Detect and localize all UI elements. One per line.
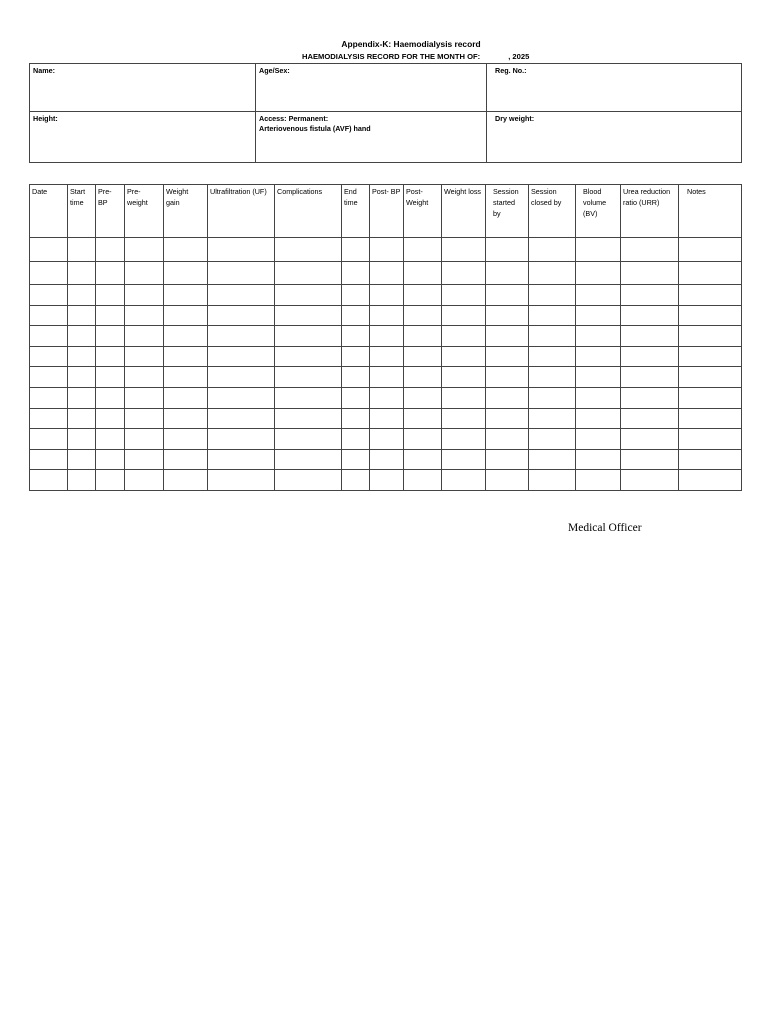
- table-cell[interactable]: [275, 305, 342, 326]
- table-cell[interactable]: [486, 470, 529, 491]
- table-cell[interactable]: [342, 449, 370, 470]
- table-cell[interactable]: [621, 387, 679, 408]
- table-cell[interactable]: [529, 367, 576, 388]
- table-cell[interactable]: [679, 449, 742, 470]
- col-end-time-header: End time: [342, 185, 370, 238]
- table-cell[interactable]: [442, 326, 486, 347]
- table-cell[interactable]: [486, 238, 529, 262]
- col-complications-header: Complications: [275, 185, 342, 238]
- col-post-bp-header: Post- BP: [370, 185, 404, 238]
- col-ultrafiltration-header: Ultrafiltration (UF): [208, 185, 275, 238]
- table-cell[interactable]: [30, 238, 68, 262]
- access-cell[interactable]: [256, 112, 487, 163]
- table-cell[interactable]: [621, 408, 679, 429]
- table-cell[interactable]: [125, 261, 164, 285]
- table-cell[interactable]: [679, 470, 742, 491]
- table-cell[interactable]: [208, 285, 275, 306]
- table-cell[interactable]: [125, 305, 164, 326]
- table-cell[interactable]: [68, 326, 96, 347]
- table-cell[interactable]: [342, 326, 370, 347]
- table-cell[interactable]: [486, 449, 529, 470]
- table-cell[interactable]: [486, 285, 529, 306]
- table-cell[interactable]: [68, 238, 96, 262]
- table-cell[interactable]: [208, 367, 275, 388]
- table-cell[interactable]: [208, 238, 275, 262]
- height-cell[interactable]: [30, 112, 256, 163]
- table-cell[interactable]: [370, 470, 404, 491]
- table-cell[interactable]: [30, 449, 68, 470]
- table-cell[interactable]: [275, 429, 342, 450]
- table-cell[interactable]: [164, 326, 208, 347]
- col-start-time-header: Start time: [68, 185, 96, 238]
- table-cell[interactable]: [621, 470, 679, 491]
- table-cell[interactable]: [404, 326, 442, 347]
- table-cell[interactable]: [96, 261, 125, 285]
- table-row: [30, 367, 742, 388]
- table-cell[interactable]: [275, 449, 342, 470]
- table-row: [30, 429, 742, 450]
- table-cell[interactable]: [404, 367, 442, 388]
- table-cell[interactable]: [96, 408, 125, 429]
- table-cell[interactable]: [679, 408, 742, 429]
- table-cell[interactable]: [164, 387, 208, 408]
- table-cell[interactable]: [208, 449, 275, 470]
- table-cell[interactable]: [164, 346, 208, 367]
- table-cell[interactable]: [370, 261, 404, 285]
- table-cell[interactable]: [576, 449, 621, 470]
- table-cell[interactable]: [68, 367, 96, 388]
- table-cell[interactable]: [576, 305, 621, 326]
- table-cell[interactable]: [96, 429, 125, 450]
- table-cell[interactable]: [529, 449, 576, 470]
- reg-no-label: Reg. No.:: [495, 66, 527, 75]
- table-cell[interactable]: [576, 367, 621, 388]
- table-cell[interactable]: [370, 238, 404, 262]
- table-cell[interactable]: [621, 367, 679, 388]
- table-cell[interactable]: [342, 429, 370, 450]
- table-cell[interactable]: [442, 367, 486, 388]
- table-cell[interactable]: [486, 367, 529, 388]
- table-cell[interactable]: [404, 387, 442, 408]
- table-cell[interactable]: [529, 346, 576, 367]
- table-cell[interactable]: [442, 408, 486, 429]
- table-cell[interactable]: [68, 387, 96, 408]
- table-cell[interactable]: [68, 261, 96, 285]
- table-cell[interactable]: [96, 326, 125, 347]
- table-cell[interactable]: [68, 305, 96, 326]
- log-header-row: [30, 185, 742, 238]
- month-heading: [302, 52, 529, 61]
- dialysis-log-table: [29, 184, 742, 491]
- col-notes-header: Notes: [679, 185, 742, 238]
- table-cell[interactable]: [621, 305, 679, 326]
- table-row: [30, 449, 742, 470]
- table-cell[interactable]: [342, 238, 370, 262]
- year-value: , 2025: [508, 52, 530, 61]
- table-cell[interactable]: [486, 326, 529, 347]
- table-cell[interactable]: [529, 326, 576, 347]
- table-cell[interactable]: [125, 238, 164, 262]
- month-label: HAEMODIALYSIS RECORD FOR THE MONTH OF:: [302, 52, 481, 61]
- table-cell[interactable]: [96, 346, 125, 367]
- table-cell[interactable]: [404, 238, 442, 262]
- table-cell[interactable]: [370, 387, 404, 408]
- table-cell[interactable]: [96, 387, 125, 408]
- table-cell[interactable]: [486, 429, 529, 450]
- table-cell[interactable]: [370, 346, 404, 367]
- access-label: Access: Permanent:: [259, 114, 329, 123]
- table-cell[interactable]: [68, 449, 96, 470]
- table-cell[interactable]: [125, 429, 164, 450]
- table-cell[interactable]: [30, 346, 68, 367]
- table-cell[interactable]: [208, 470, 275, 491]
- table-cell[interactable]: [442, 238, 486, 262]
- table-cell[interactable]: [125, 367, 164, 388]
- table-cell[interactable]: [404, 346, 442, 367]
- table-cell[interactable]: [164, 238, 208, 262]
- table-cell[interactable]: [576, 346, 621, 367]
- table-cell[interactable]: [164, 449, 208, 470]
- table-cell[interactable]: [404, 408, 442, 429]
- table-cell[interactable]: [164, 429, 208, 450]
- table-cell[interactable]: [208, 326, 275, 347]
- table-row: [30, 285, 742, 306]
- col-blood-volume-header: Blood volume (BV): [576, 185, 621, 238]
- table-cell[interactable]: [96, 238, 125, 262]
- table-cell[interactable]: [576, 285, 621, 306]
- table-cell[interactable]: [164, 367, 208, 388]
- table-cell[interactable]: [275, 285, 342, 306]
- table-cell[interactable]: [208, 346, 275, 367]
- table-cell[interactable]: [621, 238, 679, 262]
- height-label: Height:: [33, 114, 58, 123]
- col-post-weight-header: Post- Weight: [404, 185, 442, 238]
- table-cell[interactable]: [125, 449, 164, 470]
- table-cell[interactable]: [96, 449, 125, 470]
- table-cell[interactable]: [576, 429, 621, 450]
- table-cell[interactable]: [442, 261, 486, 285]
- table-cell[interactable]: [342, 305, 370, 326]
- table-cell[interactable]: [342, 367, 370, 388]
- table-cell[interactable]: [621, 326, 679, 347]
- table-cell[interactable]: [96, 367, 125, 388]
- table-cell[interactable]: [125, 285, 164, 306]
- table-row: [30, 470, 742, 491]
- col-pre-weight-header: Pre- weight: [125, 185, 164, 238]
- table-cell[interactable]: [442, 285, 486, 306]
- table-cell[interactable]: [679, 429, 742, 450]
- table-cell[interactable]: [30, 408, 68, 429]
- col-weight-loss-header: Weight loss: [442, 185, 486, 238]
- table-cell[interactable]: [486, 346, 529, 367]
- table-cell[interactable]: [679, 261, 742, 285]
- table-cell[interactable]: [208, 305, 275, 326]
- table-cell[interactable]: [342, 346, 370, 367]
- table-cell[interactable]: [370, 408, 404, 429]
- table-cell[interactable]: [576, 261, 621, 285]
- table-cell[interactable]: [125, 387, 164, 408]
- table-cell[interactable]: [442, 429, 486, 450]
- table-cell[interactable]: [679, 326, 742, 347]
- table-cell[interactable]: [30, 470, 68, 491]
- table-cell[interactable]: [529, 238, 576, 262]
- table-cell[interactable]: [404, 261, 442, 285]
- table-cell[interactable]: [275, 238, 342, 262]
- table-row: [30, 408, 742, 429]
- table-cell[interactable]: [30, 326, 68, 347]
- table-cell[interactable]: [370, 449, 404, 470]
- table-cell[interactable]: [342, 470, 370, 491]
- table-cell[interactable]: [679, 367, 742, 388]
- table-cell[interactable]: [576, 238, 621, 262]
- table-cell[interactable]: [96, 285, 125, 306]
- table-cell[interactable]: [275, 470, 342, 491]
- access-value: Arteriovenous fistula (AVF) hand: [259, 124, 371, 133]
- table-cell[interactable]: [30, 367, 68, 388]
- table-cell[interactable]: [679, 346, 742, 367]
- table-cell[interactable]: [486, 305, 529, 326]
- table-cell[interactable]: [404, 449, 442, 470]
- col-weight-gain-header: Weight gain: [164, 185, 208, 238]
- table-cell[interactable]: [679, 285, 742, 306]
- table-cell[interactable]: [68, 285, 96, 306]
- patient-info-table: [29, 63, 742, 163]
- table-cell[interactable]: [30, 285, 68, 306]
- table-cell[interactable]: [208, 408, 275, 429]
- table-cell[interactable]: [208, 429, 275, 450]
- table-cell[interactable]: [404, 470, 442, 491]
- table-cell[interactable]: [370, 326, 404, 347]
- table-cell[interactable]: [576, 470, 621, 491]
- table-cell[interactable]: [486, 387, 529, 408]
- table-cell[interactable]: [370, 285, 404, 306]
- dry-weight-cell[interactable]: [487, 112, 742, 163]
- table-cell[interactable]: [164, 285, 208, 306]
- table-cell[interactable]: [68, 429, 96, 450]
- table-row: [30, 346, 742, 367]
- table-cell[interactable]: [208, 387, 275, 408]
- age-sex-cell[interactable]: [256, 64, 487, 112]
- table-cell[interactable]: [164, 305, 208, 326]
- table-cell[interactable]: [486, 408, 529, 429]
- table-cell[interactable]: [404, 285, 442, 306]
- name-cell[interactable]: [30, 64, 256, 112]
- log-body: [30, 238, 742, 491]
- table-cell[interactable]: [342, 408, 370, 429]
- table-cell[interactable]: [370, 305, 404, 326]
- medical-officer-signature-label: Medical Officer: [568, 522, 642, 534]
- table-cell[interactable]: [125, 346, 164, 367]
- table-cell[interactable]: [275, 346, 342, 367]
- table-cell[interactable]: [529, 285, 576, 306]
- table-cell[interactable]: [125, 470, 164, 491]
- table-cell[interactable]: [30, 305, 68, 326]
- table-cell[interactable]: [164, 261, 208, 285]
- table-cell[interactable]: [679, 238, 742, 262]
- table-cell[interactable]: [442, 387, 486, 408]
- col-session-closed-header: Session closed by: [529, 185, 576, 238]
- name-label: Name:: [33, 66, 55, 75]
- table-cell[interactable]: [30, 429, 68, 450]
- table-cell[interactable]: [96, 470, 125, 491]
- table-cell[interactable]: [529, 429, 576, 450]
- table-row: [30, 326, 742, 347]
- table-cell[interactable]: [68, 408, 96, 429]
- table-cell[interactable]: [164, 408, 208, 429]
- col-session-started-header: Session started by: [486, 185, 529, 238]
- table-cell[interactable]: [68, 470, 96, 491]
- table-cell[interactable]: [125, 408, 164, 429]
- table-cell[interactable]: [96, 305, 125, 326]
- col-urr-header: Urea reduction ratio (URR): [621, 185, 679, 238]
- reg-no-cell[interactable]: [487, 64, 742, 112]
- table-cell[interactable]: [342, 285, 370, 306]
- table-cell[interactable]: [164, 470, 208, 491]
- table-cell[interactable]: [30, 387, 68, 408]
- table-cell[interactable]: [679, 305, 742, 326]
- table-cell[interactable]: [529, 408, 576, 429]
- table-cell[interactable]: [342, 387, 370, 408]
- table-cell[interactable]: [275, 367, 342, 388]
- table-cell[interactable]: [442, 346, 486, 367]
- table-cell[interactable]: [576, 408, 621, 429]
- table-cell[interactable]: [621, 346, 679, 367]
- table-cell[interactable]: [275, 387, 342, 408]
- table-cell[interactable]: [621, 429, 679, 450]
- table-cell[interactable]: [621, 285, 679, 306]
- table-cell[interactable]: [342, 261, 370, 285]
- table-cell[interactable]: [529, 261, 576, 285]
- table-cell[interactable]: [370, 429, 404, 450]
- table-cell[interactable]: [621, 449, 679, 470]
- table-cell[interactable]: [529, 470, 576, 491]
- table-row: [30, 387, 742, 408]
- appendix-title: Appendix-K: Haemodialysis record: [341, 39, 481, 49]
- table-cell[interactable]: [576, 326, 621, 347]
- table-cell[interactable]: [529, 305, 576, 326]
- table-row: [30, 305, 742, 326]
- table-cell[interactable]: [404, 429, 442, 450]
- table-cell[interactable]: [275, 408, 342, 429]
- table-cell[interactable]: [621, 261, 679, 285]
- table-cell[interactable]: [442, 470, 486, 491]
- table-cell[interactable]: [125, 326, 164, 347]
- table-cell[interactable]: [370, 367, 404, 388]
- table-cell[interactable]: [275, 261, 342, 285]
- table-row: [30, 238, 742, 262]
- table-cell[interactable]: [275, 326, 342, 347]
- table-cell[interactable]: [529, 387, 576, 408]
- col-date-header: Date: [30, 185, 68, 238]
- table-cell[interactable]: [30, 261, 68, 285]
- table-row: [30, 261, 742, 285]
- table-cell[interactable]: [442, 449, 486, 470]
- table-cell[interactable]: [208, 261, 275, 285]
- col-pre-bp-header: Pre- BP: [96, 185, 125, 238]
- table-cell[interactable]: [576, 387, 621, 408]
- table-cell[interactable]: [679, 387, 742, 408]
- table-cell[interactable]: [404, 305, 442, 326]
- table-cell[interactable]: [486, 261, 529, 285]
- dry-weight-label: Dry weight:: [495, 114, 535, 123]
- age-sex-label: Age/Sex:: [259, 66, 290, 75]
- table-cell[interactable]: [68, 346, 96, 367]
- table-cell[interactable]: [442, 305, 486, 326]
